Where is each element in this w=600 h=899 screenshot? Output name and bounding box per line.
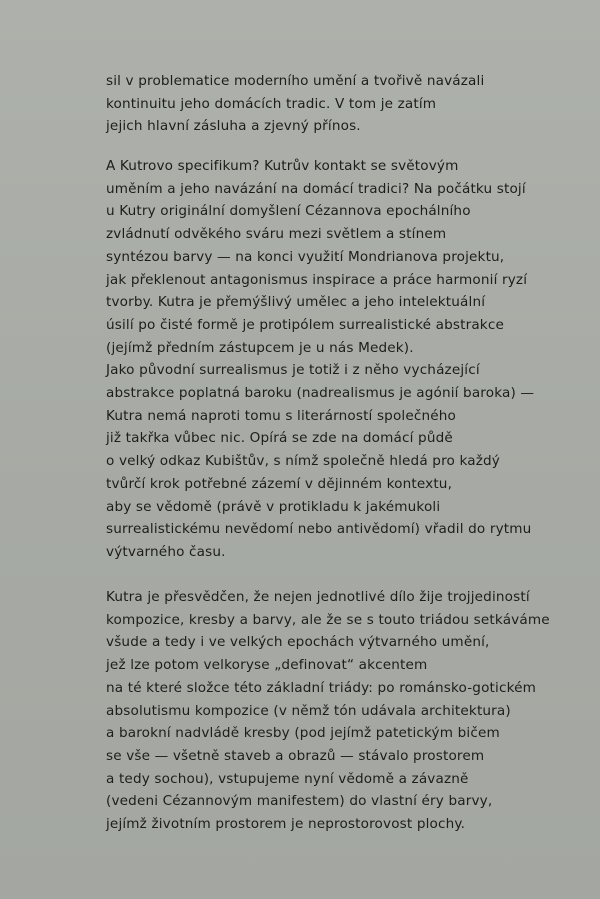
text-line: všude a tedy i ve velkých epochách výtvarného umění, bbox=[106, 634, 490, 651]
text-line: jak překlenout antagonismus inspirace a práce harmonií ryzí bbox=[106, 271, 528, 288]
text-line: jejich hlavní zásluha a zjevný přínos. bbox=[106, 118, 361, 135]
text-line: (vedeni Cézannovým manifestem) do vlastní éry barvy, bbox=[106, 793, 493, 810]
text-line: abstrakce poplatná baroku (nadrealismus je agónií baroka) — bbox=[106, 385, 535, 402]
text-line: kontinuitu jeho domácích tradic. V tom je zatím bbox=[106, 95, 437, 112]
text-line: u Kutry originální domyšlení Cézannova epochálního bbox=[106, 203, 471, 220]
text-line: tvorby. Kutra je přemýšlivý umělec a jeho intelektuální bbox=[106, 294, 486, 311]
paragraph-2 bbox=[106, 155, 576, 564]
text-line: surrealistickému nevědomí nebo antivědomí) vřadil do rytmu bbox=[106, 521, 532, 538]
text-line: se vše — všetně staveb a obrazů — stávalo prostorem bbox=[106, 747, 485, 764]
text-line: a barokní nadvládě kresby (pod jejímž patetickým bičem bbox=[106, 725, 500, 742]
text-line: A Kutrovo specifikum? Kutrův kontakt se světovým bbox=[106, 158, 459, 174]
text-line: uměním a jeho navázání na domácí tradici? Na počátku stojí bbox=[106, 180, 526, 197]
text-line: jež lze potom velkoryse „definovat“ akcentem bbox=[106, 657, 428, 674]
text-line: na té které složce této základní triády: po románsko-gotickém bbox=[106, 679, 537, 696]
text-line: syntézou barvy — na konci využití Mondrianova projektu, bbox=[106, 248, 505, 265]
text-line: aby se vědomě (právě v protikladu k jakémukoli bbox=[106, 498, 441, 515]
text-line: výtvarného času. bbox=[106, 543, 226, 560]
text-line: sil v problematice moderního umění a tvořivě navázali bbox=[106, 73, 485, 89]
text-line: Kutra nemá naproti tomu s literárností společného bbox=[106, 407, 456, 424]
text-line: zvládnutí odvěkého sváru mezi světlem a stínem bbox=[106, 226, 447, 243]
text-line: o velký odkaz Kubištův, s nímž společně hledá pro každý bbox=[106, 453, 500, 470]
paragraph-1 bbox=[106, 70, 576, 138]
text-line: Jako původní surrealismus je totiž i z něho vycházející bbox=[106, 362, 480, 379]
text-line: úsilí po čisté formě je protipólem surrealistické abstrakce bbox=[106, 316, 504, 333]
text-line: Kutra je přesvědčen, že nejen jednotlivé dílo žije trojjediností bbox=[106, 589, 530, 605]
text-line: tvůrčí krok potřebné zázemí v dějinném kontextu, bbox=[106, 475, 453, 492]
text-line: absolutismu kompozice (v němž tón udávala architektura) bbox=[106, 702, 511, 719]
text-line: jejímž životním prostorem je neprostorovost plochy. bbox=[106, 816, 466, 833]
paragraph-3 bbox=[106, 586, 576, 836]
text-line: a tedy sochou), vstupujeme nyní vědomě a závazně bbox=[106, 770, 469, 787]
text-line: již takřka vůbec nic. Opírá se zde na domácí půdě bbox=[106, 430, 453, 447]
text-line: (jejímž předním zástupcem je u nás Medek). bbox=[106, 339, 414, 356]
text-line: kompozice, kresby a barvy, ale že se s touto triádou setkáváme bbox=[106, 611, 550, 628]
